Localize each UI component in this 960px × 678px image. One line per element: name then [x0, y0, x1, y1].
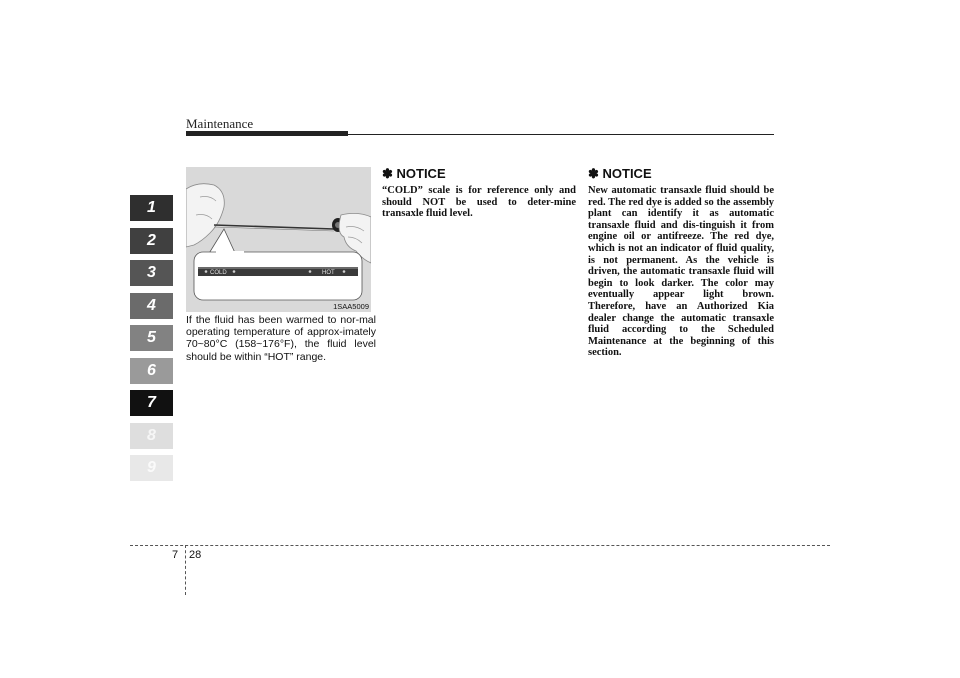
chapter-tab-label: 6 [147, 361, 156, 379]
chapter-tab-9[interactable] [130, 455, 173, 481]
notice-fluid-color [588, 166, 774, 359]
chapter-tab-label: 5 [147, 329, 156, 346]
chapter-tab-label: 9 [147, 459, 156, 476]
footer-chapter-number: 7 [172, 549, 179, 561]
dipstick-drawing [186, 167, 371, 312]
figure-code: 1SAA5009 [333, 302, 369, 311]
chapter-tab-6[interactable] [130, 358, 173, 384]
cold-label: COLD [210, 270, 227, 276]
chapter-tab-label: 3 [147, 264, 156, 281]
section-title: Maintenance [186, 116, 254, 131]
notice-text: “COLD” scale is for reference only and should NOT be used to deter-mine transaxle fluid level. [382, 185, 576, 220]
chapter-tab-2[interactable] [130, 228, 173, 254]
header-rule [186, 134, 774, 135]
chapter-tab-8[interactable] [130, 423, 173, 449]
footer-divider [185, 545, 186, 595]
chapter-tab-7[interactable] [130, 390, 173, 416]
chapter-tab-label: 4 [147, 296, 156, 314]
hot-label: HOT [322, 270, 335, 276]
chapter-tab-3[interactable] [130, 260, 173, 286]
chapter-tab-1[interactable] [130, 195, 173, 221]
chapter-tab-5[interactable] [130, 325, 173, 351]
chapter-tab-label: 1 [147, 199, 156, 216]
chapter-tab-label: 7 [147, 394, 156, 411]
chapter-tab-label: 8 [147, 426, 156, 444]
notice-cold-scale [382, 166, 576, 220]
fluid-level-text: If the fluid has been warmed to nor-mal operating temperature of approx-imately 70~80°C (158~176°F), the fluid level should be within “HOT” range. [186, 314, 376, 363]
footer-page-number: 28 [189, 549, 202, 561]
notice-title: ✽ NOTICE [382, 166, 446, 181]
dipstick-illustration [186, 167, 371, 312]
chapter-tab-label: 2 [147, 231, 156, 249]
chapter-tabs [130, 195, 173, 488]
footer-rule [130, 545, 830, 546]
notice-title: ✽ NOTICE [588, 166, 652, 181]
notice-text: New automatic transaxle fluid should be red. The red dye is added so the assembly plant can identify it as automatic transaxle fluid and dis-tinguish it from engine oil or antifreeze. The red dye, which is not an indicator of fluid quality, is not permanent. As the vehicle is driven, the automatic transaxle fluid will begin to look darker. The color may eventually appear light brown. Therefore, have an Authorized Kia dealer change the automatic transaxle fluid according to the Scheduled Maintenance at the beginning of this section. [588, 185, 774, 359]
chapter-tab-4[interactable] [130, 293, 173, 319]
